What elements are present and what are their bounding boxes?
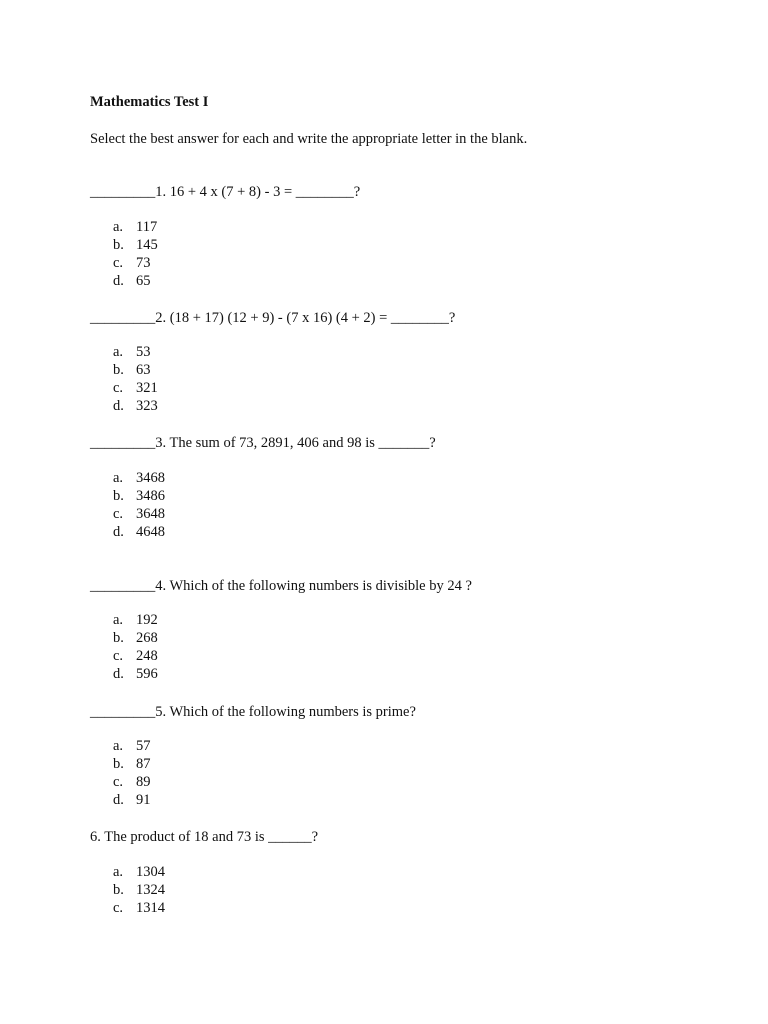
question-4: _________4. Which of the following numbers is divisible by 24 ? [90,578,472,594]
option-letter: a. [113,612,124,628]
option-letter: b. [113,237,124,253]
option-value: 248 [136,648,158,664]
option-value: 73 [136,255,151,271]
option-value: 1314 [136,900,165,916]
option-item [113,361,158,379]
option-letter: d. [113,273,124,289]
option-letter: d. [113,398,124,414]
option-value: 596 [136,666,158,682]
option-item [113,487,165,505]
option-value: 192 [136,612,158,628]
option-letter: d. [113,792,124,808]
option-letter: c. [113,900,124,916]
option-value: 1304 [136,864,165,880]
option-value: 3468 [136,470,165,486]
option-item [113,773,151,791]
option-value: 323 [136,398,158,414]
option-item [113,755,151,773]
option-value: 145 [136,237,158,253]
option-letter: c. [113,648,124,664]
option-item [113,523,165,541]
option-value: 117 [136,219,158,235]
question-6-options [113,863,165,917]
option-letter: a. [113,219,124,235]
option-value: 3648 [136,506,165,522]
option-item [113,272,158,290]
option-item [113,629,158,647]
option-value: 268 [136,630,158,646]
option-item [113,236,158,254]
option-value: 321 [136,380,158,396]
option-item [113,218,158,236]
option-item [113,791,151,809]
question-2: _________2. (18 + 17) (12 + 9) - (7 x 16) (4 + 2) = ________? [90,310,456,326]
option-value: 3486 [136,488,165,504]
question-5: _________5. Which of the following numbers is prime? [90,704,416,720]
option-letter: d. [113,524,124,540]
question-3: _________3. The sum of 73, 2891, 406 and 98 is _______? [90,435,436,451]
option-value: 57 [136,738,151,754]
question-5-options [113,737,151,809]
option-value: 1324 [136,882,165,898]
option-item [113,881,165,899]
option-letter: a. [113,864,124,880]
page-title: Mathematics Test I [90,94,209,110]
option-letter: c. [113,380,124,396]
question-3-options [113,469,165,541]
option-value: 53 [136,344,151,360]
option-item [113,343,158,361]
option-value: 65 [136,273,151,289]
question-4-options [113,611,158,683]
option-item [113,899,165,917]
option-letter: a. [113,738,124,754]
option-letter: d. [113,666,124,682]
option-item [113,254,158,272]
question-2-options [113,343,158,415]
instructions-text: Select the best answer for each and write the appropriate letter in the blank. [90,131,528,147]
option-letter: c. [113,506,124,522]
option-value: 89 [136,774,151,790]
option-item [113,379,158,397]
option-letter: c. [113,774,124,790]
option-letter: b. [113,756,124,772]
option-letter: b. [113,882,124,898]
option-item [113,611,158,629]
option-item [113,737,151,755]
option-value: 87 [136,756,151,772]
option-letter: b. [113,362,124,378]
option-letter: b. [113,488,124,504]
option-value: 4648 [136,524,165,540]
option-item [113,505,165,523]
option-value: 63 [136,362,151,378]
option-letter: a. [113,470,124,486]
option-item [113,647,158,665]
question-1: _________1. 16 + 4 x (7 + 8) - 3 = ________? [90,184,361,200]
option-item [113,469,165,487]
option-item [113,665,158,683]
option-value: 91 [136,792,151,808]
question-6: 6. The product of 18 and 73 is ______? [90,829,319,845]
question-1-options [113,218,158,290]
option-item [113,397,158,415]
option-letter: c. [113,255,124,271]
option-letter: a. [113,344,124,360]
option-item [113,863,165,881]
option-letter: b. [113,630,124,646]
